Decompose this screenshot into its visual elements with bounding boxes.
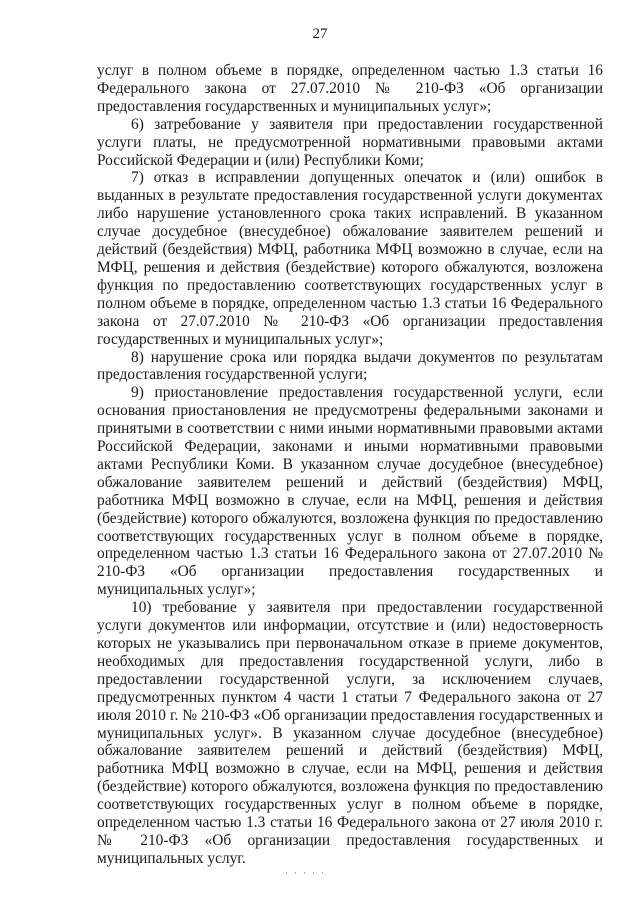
paragraph-continuation: услуг в полном объеме в порядке, определенном частью 1.3 статьи 16 Федерального закона от 27.07.2010 № 210-ФЗ «Об организации предоставления государственных и муниципальных услуг»; [97,62,603,115]
paragraph-item-6: 6) затребование у заявителя при предоставлении государственной услуги платы, не предусмотренной нормативными правовыми актами Российской Федерации и (или) Республики Коми; [97,115,603,169]
paragraph-item-9: 9) приостановление предоставления государственной услуги, если основания приостановления не предусмотрены федеральными законами и принятыми в соответствии с ними иными нормативными правовыми актами Российской Федерации, законами и иными нормативными правовыми актами Республики Коми. В указанном случае досудебное (внесудебное) обжалование заявителем решений и действий (бездействия) МФЦ, работника МФЦ возможно в случае, если на МФЦ, решения и действия (бездействие) которого обжалуются, возложена функция по предоставлению соответствующих государственных услуг в полном объеме в порядке, определенном частью 1.3 статьи 16 Федерального закона от 27.07.2010 № 210-ФЗ «Об организации предоставления государственных и муниципальных услуг»; [97,384,603,599]
page-number: 27 [312,26,328,42]
paragraph-item-10: 10) требование у заявителя при предоставлении государственной услуги документов или информации, отсутствие и (или) недостоверность которых не указывались при первоначальном отказе в приеме документов, необходимых для предоставления государственной услуги, либо в предоставлении государственной услуги, за исключением случаев, предусмотренных пунктом 4 части 1 статьи 7 Федерального закона от 27 июля 2010 г. № 210-ФЗ «Об организации предоставления государственных и муниципальных услуг». В указанном случае досудебное (внесудебное) обжалование заявителем решений и действий (бездействия) МФЦ, работника МФЦ возможно в случае, если на МФЦ, решения и действия (бездействие) которого обжалуются, возложена функция по предоставлению соответствующих государственных услуг в полном объеме в порядке, определенном частью 1.3 статьи 16 Федерального закона от 27 июля 2010 г. № 210-ФЗ «Об организации предоставления государственных и муниципальных услуг. [97,599,603,867]
paragraph-item-7: 7) отказ в исправлении допущенных опечаток и (или) ошибок в выданных в результате предоставления государственной услуги документах либо нарушение установленного срока таких исправлений. В указанном случае досудебное (внесудебное) обжалование заявителем решений и действий (бездействия) МФЦ, работника МФЦ возможно в случае, если на МФЦ, решения и действия (бездействие) которого обжалуются, возложена функция по предоставлению соответствующих государственных услуг в полном объеме в порядке, определенном частью 1.3 статьи 16 Федерального закона от 27.07.2010 № 210-ФЗ «Об организации предоставления государственных и муниципальных услуг»; [97,169,603,348]
document-body [97,62,603,868]
scan-artifact-dots: ····· [285,868,330,878]
paragraph-item-8: 8) нарушение срока или порядка выдачи документов по результатам предоставления государственной услуги; [97,348,603,384]
